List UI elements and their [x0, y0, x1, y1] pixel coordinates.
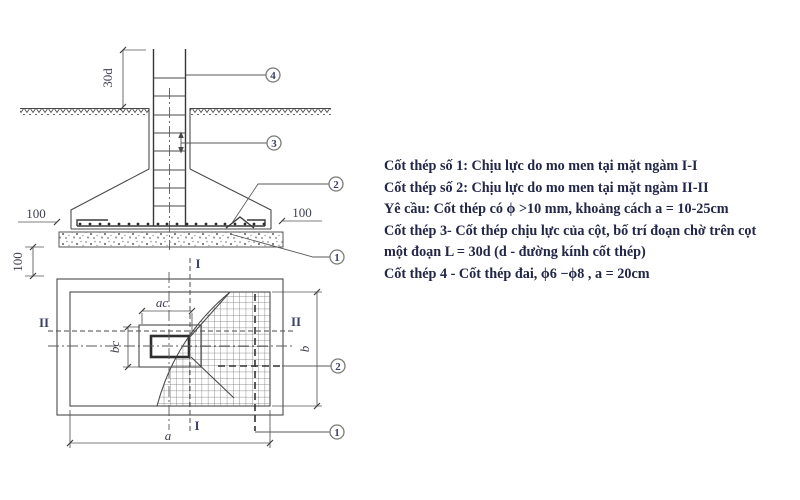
dim-bc-label: bc — [107, 340, 122, 354]
section-label-ii-right: II — [290, 314, 302, 329]
dim-100-left-label: 100 — [26, 206, 46, 221]
section-label-i-top: I — [195, 256, 201, 271]
dim-b — [272, 289, 322, 409]
plan-callout-1-number: 1 — [334, 427, 340, 439]
plan-callout-2 — [282, 359, 345, 373]
dim-ac — [139, 295, 195, 334]
footing-bottom-rebar — [77, 217, 265, 228]
note-line-2: Cốt thép số 2: Chịu lực do mo men tại mặt ngàm II-II — [384, 179, 709, 196]
plan-callout-1 — [255, 425, 344, 439]
plan-callout-2-number: 2 — [335, 361, 341, 373]
plan-view — [39, 256, 345, 448]
dim-100-right-label: 100 — [292, 205, 312, 220]
note-line-1: Cốt thép số 1: Chịu lực do mo men tại mặt ngàm I-I — [384, 158, 698, 174]
dim-30d — [100, 47, 146, 110]
dim-b-label: b — [297, 345, 312, 353]
cross-bar-dots — [79, 223, 266, 226]
dim-100-left — [18, 206, 60, 225]
note-line-4: Cốt thép 3- Cốt thép chịu lực của cột, bố trí đoạn chờ trên cọt — [384, 222, 757, 239]
dim-ac-label: ac — [155, 295, 169, 310]
callout-1-number: 1 — [334, 252, 340, 264]
callout-3-column-bars — [178, 132, 281, 154]
callout-3-number: 3 — [271, 138, 277, 150]
callout-4-number: 4 — [270, 70, 276, 82]
rebar-mesh-region — [157, 292, 270, 406]
section-label-i-bottom: I — [194, 418, 200, 433]
callout-1-base-layer — [230, 234, 344, 264]
callout-2-number: 2 — [333, 179, 339, 191]
dim-a — [67, 410, 273, 448]
callout-4-stirrup — [186, 68, 280, 82]
cross-section-view — [10, 47, 344, 279]
notes-block — [384, 156, 798, 286]
callout-2-bent-bar — [232, 177, 343, 223]
dim-a-label: a — [164, 428, 172, 443]
note-line-3: Yê cầu: Cốt thép có ϕ >10 mm, khoảng cách a = 10-25cm — [384, 201, 729, 218]
dim-100-right — [279, 205, 322, 224]
note-line-6: Cốt thép 4 - Cốt thép đai, ϕ6 −ϕ8 , a = 20cm — [384, 265, 650, 282]
dim-100-depth — [10, 244, 44, 279]
note-line-5: một đoạn L = 30d (d - đường kính cốt thép) — [384, 244, 646, 261]
dim-30d-label: 30d — [100, 68, 115, 88]
section-label-ii-left: II — [38, 315, 50, 330]
dim-100-depth-label: 100 — [10, 252, 25, 272]
ground-hatch — [20, 109, 331, 116]
